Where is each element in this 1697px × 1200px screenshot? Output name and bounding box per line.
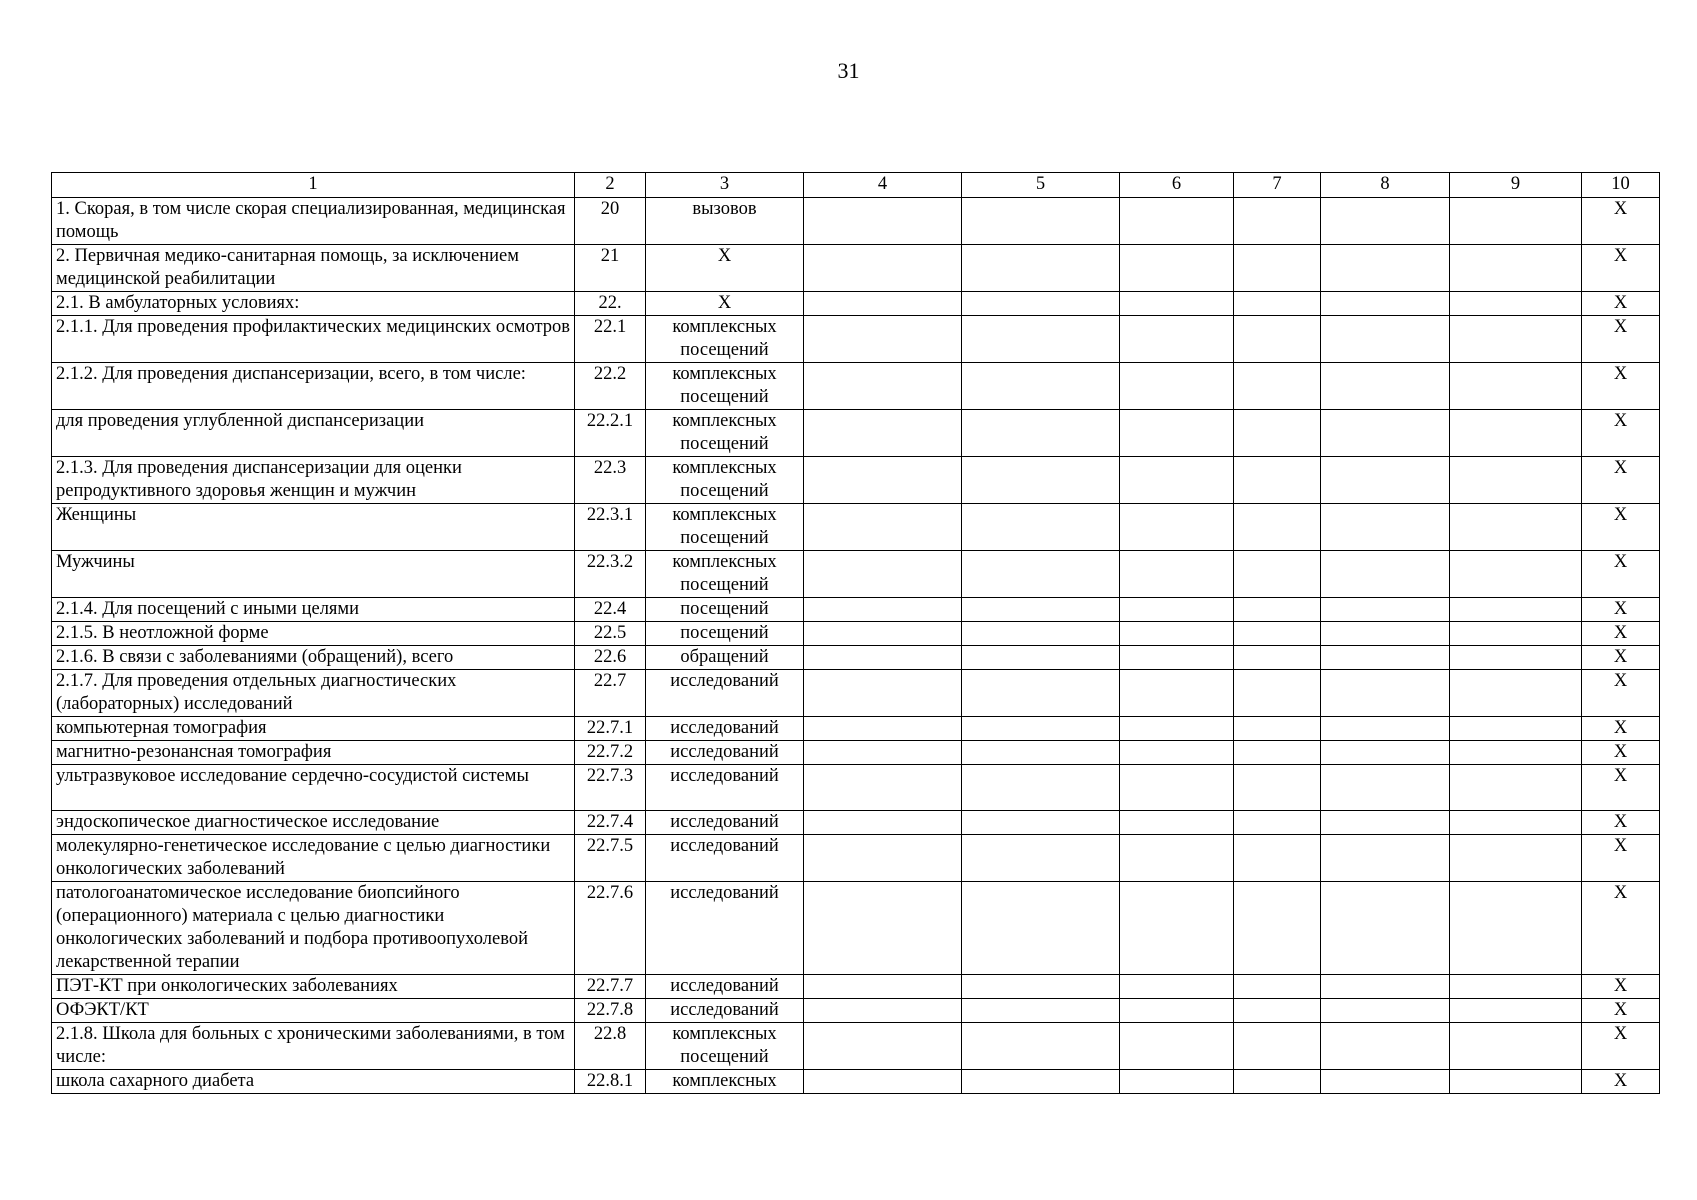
row-col6-cell bbox=[1120, 410, 1234, 457]
table-row bbox=[52, 811, 1660, 835]
row-col10-cell: Х bbox=[1582, 410, 1660, 457]
row-col6-cell bbox=[1120, 646, 1234, 670]
table-body bbox=[52, 198, 1660, 1094]
row-col5-cell bbox=[962, 646, 1120, 670]
row-unit-cell: комплексных посещений bbox=[646, 316, 804, 363]
column-header-5: 5 bbox=[962, 173, 1120, 198]
row-col10-cell: Х bbox=[1582, 551, 1660, 598]
table-row bbox=[52, 245, 1660, 292]
row-code-cell: 22.7.8 bbox=[575, 999, 646, 1023]
row-col5-cell bbox=[962, 1023, 1120, 1070]
row-col4-cell bbox=[804, 811, 962, 835]
row-unit-cell: комплексных посещений bbox=[646, 1023, 804, 1070]
row-col9-cell bbox=[1450, 551, 1582, 598]
row-col10-cell: Х bbox=[1582, 245, 1660, 292]
row-col8-cell bbox=[1321, 741, 1450, 765]
row-col9-cell bbox=[1450, 741, 1582, 765]
row-unit-cell: исследований bbox=[646, 835, 804, 882]
table-row bbox=[52, 598, 1660, 622]
row-name-cell: 1. Скорая, в том числе скорая специализированная, медицинская помощь bbox=[52, 198, 575, 245]
row-unit-cell: комплексных посещений bbox=[646, 551, 804, 598]
row-unit-cell: вызовов bbox=[646, 198, 804, 245]
row-name-cell: эндоскопическое диагностическое исследование bbox=[52, 811, 575, 835]
row-name-cell: ПЭТ-КТ при онкологических заболеваниях bbox=[52, 975, 575, 999]
row-col7-cell bbox=[1234, 457, 1321, 504]
row-col8-cell bbox=[1321, 316, 1450, 363]
row-code-cell: 22.3.2 bbox=[575, 551, 646, 598]
row-col10-cell: Х bbox=[1582, 975, 1660, 999]
row-col8-cell bbox=[1321, 457, 1450, 504]
column-header-2: 2 bbox=[575, 173, 646, 198]
row-code-cell: 22.7.4 bbox=[575, 811, 646, 835]
row-unit-cell: исследований bbox=[646, 975, 804, 999]
row-col9-cell bbox=[1450, 410, 1582, 457]
row-col5-cell bbox=[962, 363, 1120, 410]
column-header-9: 9 bbox=[1450, 173, 1582, 198]
row-col6-cell bbox=[1120, 245, 1234, 292]
row-name-cell: 2.1. В амбулаторных условиях: bbox=[52, 292, 575, 316]
row-col6-cell bbox=[1120, 811, 1234, 835]
row-name-cell: 2.1.3. Для проведения диспансеризации для оценки репродуктивного здоровья женщин и мужчин bbox=[52, 457, 575, 504]
row-col7-cell bbox=[1234, 245, 1321, 292]
row-col8-cell bbox=[1321, 882, 1450, 975]
row-name-cell: магнитно-резонансная томография bbox=[52, 741, 575, 765]
row-col4-cell bbox=[804, 646, 962, 670]
row-name-cell: Мужчины bbox=[52, 551, 575, 598]
row-col8-cell bbox=[1321, 975, 1450, 999]
row-name-cell: 2.1.8. Школа для больных с хроническими заболеваниями, в том числе: bbox=[52, 1023, 575, 1070]
row-col9-cell bbox=[1450, 835, 1582, 882]
row-col5-cell bbox=[962, 198, 1120, 245]
row-col6-cell bbox=[1120, 835, 1234, 882]
row-col4-cell bbox=[804, 717, 962, 741]
row-col8-cell bbox=[1321, 410, 1450, 457]
row-unit-cell: Х bbox=[646, 292, 804, 316]
table-row bbox=[52, 622, 1660, 646]
row-name-cell: 2. Первичная медико-санитарная помощь, за исключением медицинской реабилитации bbox=[52, 245, 575, 292]
row-col6-cell bbox=[1120, 741, 1234, 765]
page-number: 31 bbox=[837, 58, 860, 83]
row-code-cell: 22.6 bbox=[575, 646, 646, 670]
row-unit-cell: исследований bbox=[646, 741, 804, 765]
row-col10-cell: Х bbox=[1582, 292, 1660, 316]
row-col8-cell bbox=[1321, 646, 1450, 670]
row-unit-cell: комплексных bbox=[646, 1070, 804, 1094]
column-header-4: 4 bbox=[804, 173, 962, 198]
row-col7-cell bbox=[1234, 198, 1321, 245]
row-col10-cell: Х bbox=[1582, 765, 1660, 811]
row-col4-cell bbox=[804, 292, 962, 316]
row-col9-cell bbox=[1450, 765, 1582, 811]
row-col6-cell bbox=[1120, 316, 1234, 363]
row-col4-cell bbox=[804, 835, 962, 882]
row-col10-cell: Х bbox=[1582, 457, 1660, 504]
column-number-row bbox=[52, 173, 1660, 198]
table-row bbox=[52, 1070, 1660, 1094]
row-col9-cell bbox=[1450, 504, 1582, 551]
row-col9-cell bbox=[1450, 363, 1582, 410]
row-col4-cell bbox=[804, 882, 962, 975]
row-col8-cell bbox=[1321, 811, 1450, 835]
row-col6-cell bbox=[1120, 1070, 1234, 1094]
row-unit-cell: комплексных посещений bbox=[646, 363, 804, 410]
row-col5-cell bbox=[962, 504, 1120, 551]
row-col7-cell bbox=[1234, 316, 1321, 363]
row-col10-cell: Х bbox=[1582, 811, 1660, 835]
row-code-cell: 22. bbox=[575, 292, 646, 316]
row-code-cell: 20 bbox=[575, 198, 646, 245]
row-name-cell: 2.1.1. Для проведения профилактических медицинских осмотров bbox=[52, 316, 575, 363]
row-col6-cell bbox=[1120, 975, 1234, 999]
row-unit-cell: исследований bbox=[646, 765, 804, 811]
row-col4-cell bbox=[804, 598, 962, 622]
table-row bbox=[52, 551, 1660, 598]
row-name-cell: 2.1.4. Для посещений с иными целями bbox=[52, 598, 575, 622]
row-col10-cell: Х bbox=[1582, 670, 1660, 717]
row-col4-cell bbox=[804, 363, 962, 410]
row-col10-cell: Х bbox=[1582, 363, 1660, 410]
row-col5-cell bbox=[962, 717, 1120, 741]
row-col7-cell bbox=[1234, 882, 1321, 975]
row-col5-cell bbox=[962, 975, 1120, 999]
row-col4-cell bbox=[804, 1023, 962, 1070]
row-col6-cell bbox=[1120, 882, 1234, 975]
row-col9-cell bbox=[1450, 717, 1582, 741]
row-code-cell: 21 bbox=[575, 245, 646, 292]
row-col4-cell bbox=[804, 765, 962, 811]
row-col4-cell bbox=[804, 504, 962, 551]
row-col9-cell bbox=[1450, 999, 1582, 1023]
row-col9-cell bbox=[1450, 292, 1582, 316]
row-col4-cell bbox=[804, 975, 962, 999]
row-name-cell: 2.1.7. Для проведения отдельных диагностических (лабораторных) исследований bbox=[52, 670, 575, 717]
row-col5-cell bbox=[962, 765, 1120, 811]
row-col9-cell bbox=[1450, 1070, 1582, 1094]
row-col6-cell bbox=[1120, 717, 1234, 741]
row-col6-cell bbox=[1120, 765, 1234, 811]
row-col8-cell bbox=[1321, 999, 1450, 1023]
row-col9-cell bbox=[1450, 670, 1582, 717]
row-code-cell: 22.7.3 bbox=[575, 765, 646, 811]
row-col6-cell bbox=[1120, 457, 1234, 504]
table-row bbox=[52, 882, 1660, 975]
row-col9-cell bbox=[1450, 811, 1582, 835]
row-col6-cell bbox=[1120, 622, 1234, 646]
row-col9-cell bbox=[1450, 245, 1582, 292]
row-col4-cell bbox=[804, 410, 962, 457]
row-code-cell: 22.7.1 bbox=[575, 717, 646, 741]
row-name-cell: молекулярно-генетическое исследование с целью диагностики онкологических заболеваний bbox=[52, 835, 575, 882]
row-col8-cell bbox=[1321, 765, 1450, 811]
table-row bbox=[52, 975, 1660, 999]
row-col6-cell bbox=[1120, 999, 1234, 1023]
row-col4-cell bbox=[804, 551, 962, 598]
row-col9-cell bbox=[1450, 975, 1582, 999]
row-col8-cell bbox=[1321, 363, 1450, 410]
table-row bbox=[52, 198, 1660, 245]
row-col9-cell bbox=[1450, 1023, 1582, 1070]
row-col6-cell bbox=[1120, 363, 1234, 410]
table-row bbox=[52, 363, 1660, 410]
row-col10-cell: Х bbox=[1582, 1023, 1660, 1070]
row-code-cell: 22.7.7 bbox=[575, 975, 646, 999]
row-name-cell: 2.1.6. В связи с заболеваниями (обращений), всего bbox=[52, 646, 575, 670]
column-header-3: 3 bbox=[646, 173, 804, 198]
row-col8-cell bbox=[1321, 551, 1450, 598]
row-unit-cell: комплексных посещений bbox=[646, 410, 804, 457]
row-code-cell: 22.5 bbox=[575, 622, 646, 646]
row-name-cell: школа сахарного диабета bbox=[52, 1070, 575, 1094]
row-unit-cell: исследований bbox=[646, 811, 804, 835]
report-table bbox=[51, 172, 1660, 1094]
row-unit-cell: исследований bbox=[646, 670, 804, 717]
row-col5-cell bbox=[962, 835, 1120, 882]
column-header-1: 1 bbox=[52, 173, 575, 198]
row-col6-cell bbox=[1120, 504, 1234, 551]
row-col8-cell bbox=[1321, 835, 1450, 882]
row-unit-cell: исследований bbox=[646, 999, 804, 1023]
row-col7-cell bbox=[1234, 670, 1321, 717]
row-col10-cell: Х bbox=[1582, 622, 1660, 646]
row-code-cell: 22.2 bbox=[575, 363, 646, 410]
row-col8-cell bbox=[1321, 1070, 1450, 1094]
row-col10-cell: Х bbox=[1582, 598, 1660, 622]
row-col5-cell bbox=[962, 999, 1120, 1023]
row-col4-cell bbox=[804, 622, 962, 646]
row-col8-cell bbox=[1321, 670, 1450, 717]
table-row bbox=[52, 410, 1660, 457]
row-col6-cell bbox=[1120, 198, 1234, 245]
row-col4-cell bbox=[804, 457, 962, 504]
row-col5-cell bbox=[962, 1070, 1120, 1094]
row-col5-cell bbox=[962, 316, 1120, 363]
row-col8-cell bbox=[1321, 622, 1450, 646]
row-col7-cell bbox=[1234, 292, 1321, 316]
row-col6-cell bbox=[1120, 292, 1234, 316]
table-row bbox=[52, 741, 1660, 765]
row-col4-cell bbox=[804, 999, 962, 1023]
row-unit-cell: посещений bbox=[646, 598, 804, 622]
row-code-cell: 22.7.6 bbox=[575, 882, 646, 975]
row-col7-cell bbox=[1234, 717, 1321, 741]
row-col6-cell bbox=[1120, 670, 1234, 717]
row-col4-cell bbox=[804, 316, 962, 363]
row-col10-cell: Х bbox=[1582, 882, 1660, 975]
row-unit-cell: комплексных посещений bbox=[646, 457, 804, 504]
row-col4-cell bbox=[804, 198, 962, 245]
row-name-cell: 2.1.5. В неотложной форме bbox=[52, 622, 575, 646]
row-col5-cell bbox=[962, 457, 1120, 504]
row-col9-cell bbox=[1450, 598, 1582, 622]
row-col5-cell bbox=[962, 245, 1120, 292]
row-unit-cell: посещений bbox=[646, 622, 804, 646]
row-unit-cell: комплексных посещений bbox=[646, 504, 804, 551]
row-col7-cell bbox=[1234, 363, 1321, 410]
row-unit-cell: Х bbox=[646, 245, 804, 292]
row-name-cell: ОФЭКТ/КТ bbox=[52, 999, 575, 1023]
row-col8-cell bbox=[1321, 1023, 1450, 1070]
row-col10-cell: Х bbox=[1582, 1070, 1660, 1094]
row-col6-cell bbox=[1120, 598, 1234, 622]
row-name-cell: компьютерная томография bbox=[52, 717, 575, 741]
row-col7-cell bbox=[1234, 835, 1321, 882]
row-col7-cell bbox=[1234, 551, 1321, 598]
row-col8-cell bbox=[1321, 504, 1450, 551]
row-name-cell: 2.1.2. Для проведения диспансеризации, всего, в том числе: bbox=[52, 363, 575, 410]
row-col7-cell bbox=[1234, 811, 1321, 835]
row-col7-cell bbox=[1234, 999, 1321, 1023]
column-header-10: 10 bbox=[1582, 173, 1660, 198]
row-name-cell: Женщины bbox=[52, 504, 575, 551]
row-col9-cell bbox=[1450, 457, 1582, 504]
row-code-cell: 22.7.2 bbox=[575, 741, 646, 765]
row-col8-cell bbox=[1321, 717, 1450, 741]
row-col8-cell bbox=[1321, 198, 1450, 245]
row-unit-cell: обращений bbox=[646, 646, 804, 670]
table-row bbox=[52, 457, 1660, 504]
column-header-6: 6 bbox=[1120, 173, 1234, 198]
column-header-8: 8 bbox=[1321, 173, 1450, 198]
row-col9-cell bbox=[1450, 882, 1582, 975]
table-row bbox=[52, 316, 1660, 363]
row-col4-cell bbox=[804, 1070, 962, 1094]
table-row bbox=[52, 999, 1660, 1023]
table-row bbox=[52, 765, 1660, 811]
row-col6-cell bbox=[1120, 551, 1234, 598]
row-col10-cell: Х bbox=[1582, 835, 1660, 882]
row-col5-cell bbox=[962, 741, 1120, 765]
table-row bbox=[52, 292, 1660, 316]
row-col7-cell bbox=[1234, 765, 1321, 811]
row-col5-cell bbox=[962, 882, 1120, 975]
row-code-cell: 22.1 bbox=[575, 316, 646, 363]
table-row bbox=[52, 504, 1660, 551]
row-col7-cell bbox=[1234, 504, 1321, 551]
row-col10-cell: Х bbox=[1582, 504, 1660, 551]
table-row bbox=[52, 646, 1660, 670]
row-col9-cell bbox=[1450, 622, 1582, 646]
row-col8-cell bbox=[1321, 292, 1450, 316]
row-col7-cell bbox=[1234, 598, 1321, 622]
row-col7-cell bbox=[1234, 646, 1321, 670]
row-code-cell: 22.3 bbox=[575, 457, 646, 504]
table-row bbox=[52, 670, 1660, 717]
row-col7-cell bbox=[1234, 410, 1321, 457]
row-code-cell: 22.7 bbox=[575, 670, 646, 717]
row-col10-cell: Х bbox=[1582, 198, 1660, 245]
row-col7-cell bbox=[1234, 975, 1321, 999]
row-col4-cell bbox=[804, 741, 962, 765]
row-col10-cell: Х bbox=[1582, 999, 1660, 1023]
row-name-cell: патологоанатомическое исследование биопсийного (операционного) материала с целью диагностики онкологических заболеваний и подбора противоопухолевой лекарственной терапии bbox=[52, 882, 575, 975]
row-col8-cell bbox=[1321, 245, 1450, 292]
row-col5-cell bbox=[962, 292, 1120, 316]
row-col10-cell: Х bbox=[1582, 316, 1660, 363]
table-row bbox=[52, 1023, 1660, 1070]
row-col10-cell: Х bbox=[1582, 717, 1660, 741]
row-col5-cell bbox=[962, 670, 1120, 717]
row-code-cell: 22.8 bbox=[575, 1023, 646, 1070]
row-col9-cell bbox=[1450, 198, 1582, 245]
row-code-cell: 22.2.1 bbox=[575, 410, 646, 457]
row-name-cell: для проведения углубленной диспансеризации bbox=[52, 410, 575, 457]
column-header-7: 7 bbox=[1234, 173, 1321, 198]
row-code-cell: 22.8.1 bbox=[575, 1070, 646, 1094]
row-col10-cell: Х bbox=[1582, 741, 1660, 765]
row-col5-cell bbox=[962, 598, 1120, 622]
row-col7-cell bbox=[1234, 622, 1321, 646]
row-col7-cell bbox=[1234, 1023, 1321, 1070]
row-col5-cell bbox=[962, 551, 1120, 598]
row-col9-cell bbox=[1450, 646, 1582, 670]
row-unit-cell: исследований bbox=[646, 717, 804, 741]
row-col10-cell: Х bbox=[1582, 646, 1660, 670]
row-col7-cell bbox=[1234, 741, 1321, 765]
row-col8-cell bbox=[1321, 598, 1450, 622]
row-col9-cell bbox=[1450, 316, 1582, 363]
row-col4-cell bbox=[804, 670, 962, 717]
row-code-cell: 22.4 bbox=[575, 598, 646, 622]
table-row bbox=[52, 717, 1660, 741]
row-col4-cell bbox=[804, 245, 962, 292]
row-col5-cell bbox=[962, 811, 1120, 835]
row-col5-cell bbox=[962, 622, 1120, 646]
row-col7-cell bbox=[1234, 1070, 1321, 1094]
table-row bbox=[52, 835, 1660, 882]
row-unit-cell: исследований bbox=[646, 882, 804, 975]
row-name-cell: ультразвуковое исследование сердечно-сосудистой системы bbox=[52, 765, 575, 811]
row-code-cell: 22.3.1 bbox=[575, 504, 646, 551]
row-col6-cell bbox=[1120, 1023, 1234, 1070]
row-col5-cell bbox=[962, 410, 1120, 457]
row-code-cell: 22.7.5 bbox=[575, 835, 646, 882]
